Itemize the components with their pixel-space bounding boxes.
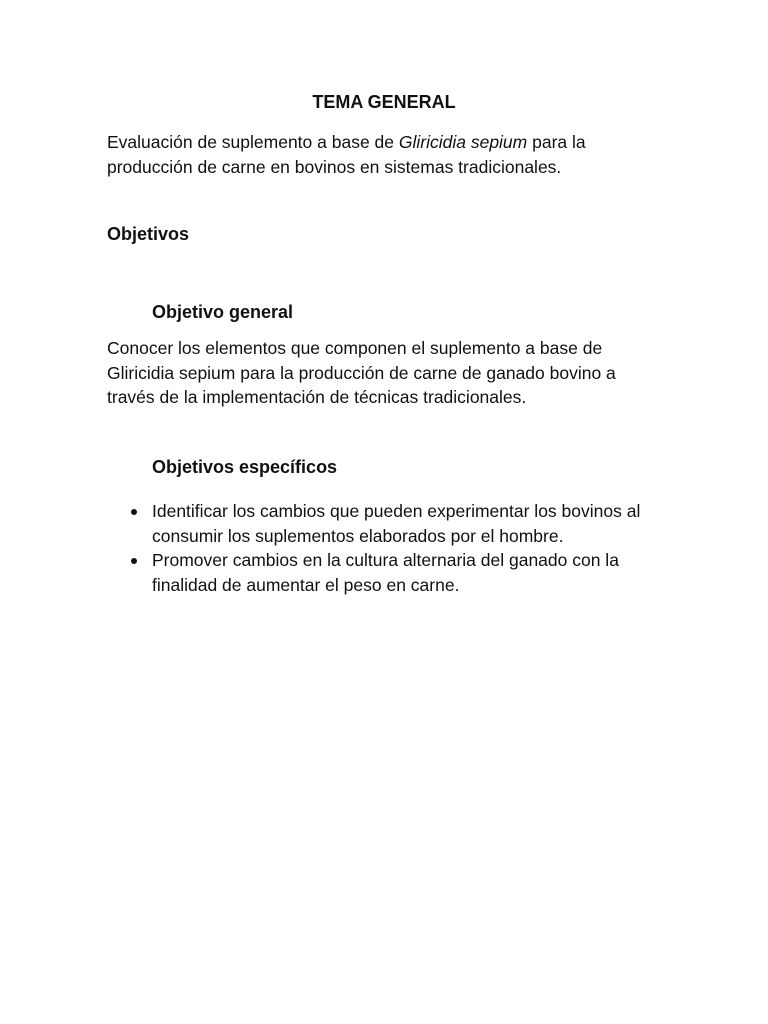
document-title: TEMA GENERAL — [312, 92, 456, 112]
list-item-text: Identificar los cambios que pueden experimentar los bovinos al consumir los suplementos elaborados por el hombre. — [152, 501, 641, 546]
objetivos-especificos-list — [127, 499, 662, 597]
objetivo-general-text: Conocer los elementos que componen el suplemento a base de Gliricidia sepium para la producción de carne de ganado bovino a través de la implementación de técnicas tradicionales. — [107, 338, 616, 407]
list-item — [127, 548, 662, 597]
intro-paragraph — [107, 130, 667, 179]
intro-text-start: Evaluación de suplemento a base de — [107, 132, 399, 152]
objetivos-heading: Objetivos — [107, 224, 190, 244]
intro-text-end: para la producción de carne en bovinos en sistemas tradicionales. — [107, 132, 586, 177]
bullet-icon — [131, 558, 137, 564]
bullet-icon — [131, 509, 137, 515]
species-name: Gliricidia sepium — [398, 132, 528, 152]
objetivos-especificos-heading: Objetivos específicos — [152, 457, 338, 477]
list-item — [127, 499, 662, 548]
objetivo-general-heading: Objetivo general — [152, 302, 294, 322]
list-item-text: Promover cambios en la cultura alternaria del ganado con la finalidad de aumentar el peso en carne. — [152, 550, 619, 595]
